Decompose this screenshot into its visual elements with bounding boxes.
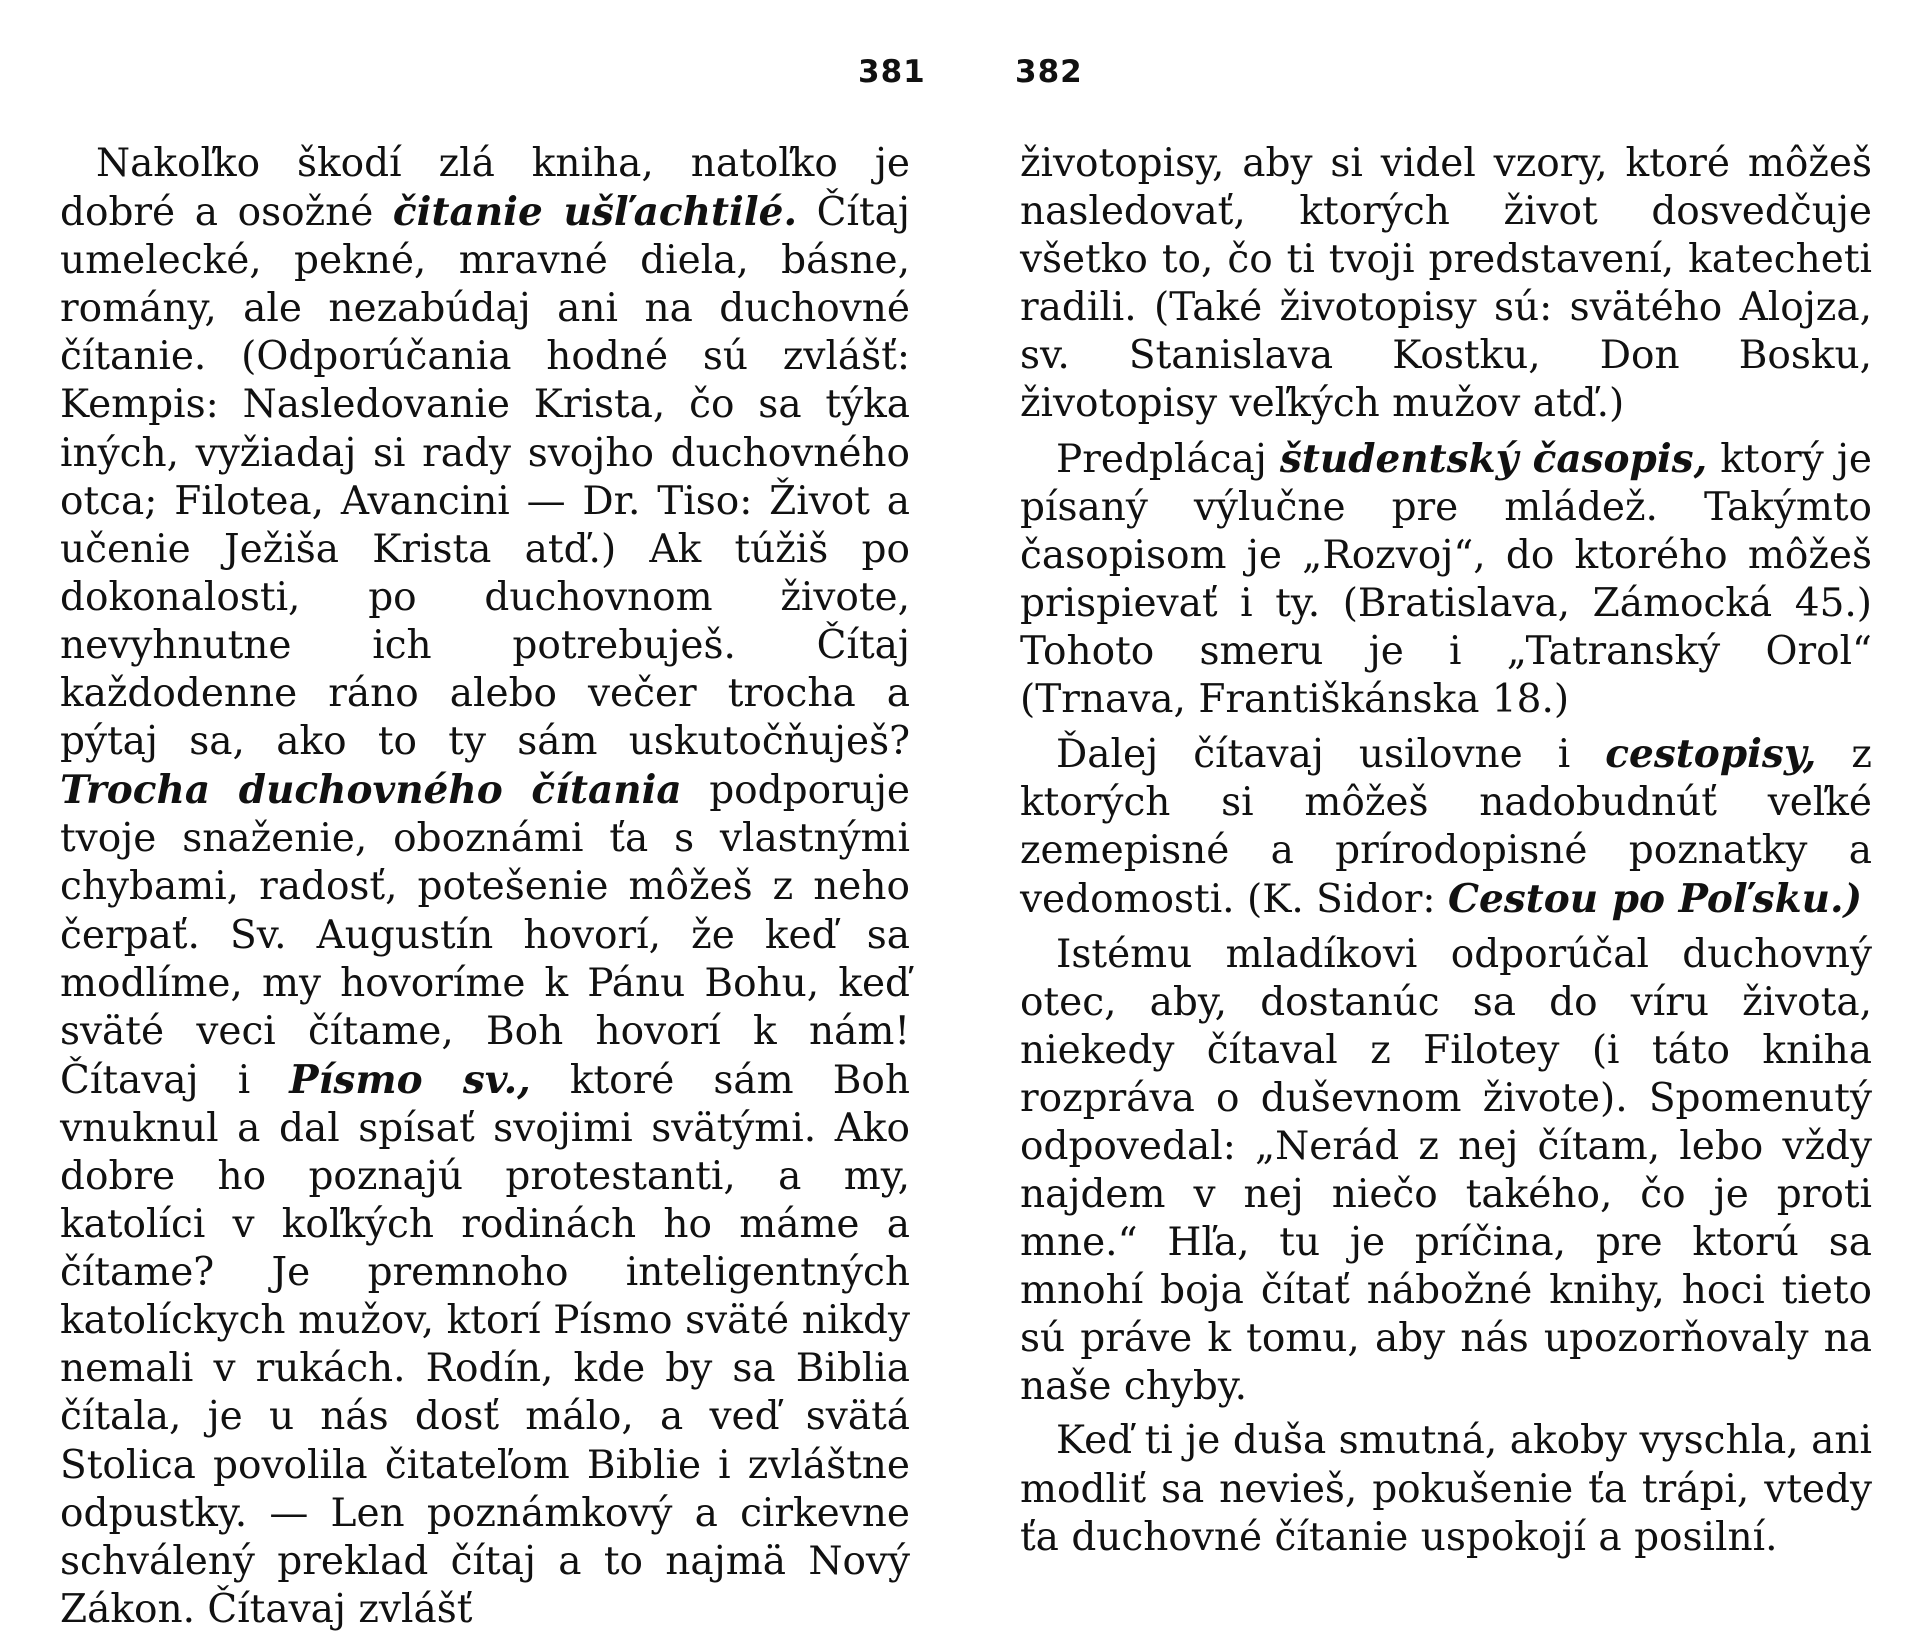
emphasis-run: cestopisy, [1605,731,1817,778]
left-page-column [60,140,910,1634]
text-run: Predplácaj [1056,436,1280,482]
text-run: ktoré sám Boh vnuknul a dal spísať svojimi svätými. Ako dobre ho poznajú protestanti, a my, katolíci v koľkých rodinách ho máme a čítame? Je premnoho inteligentných katolíckych mužov, ktorí Písmo sväté nikdy nemali v rukách. Rodín, kde by sa Biblia čítala, je u nás dosť málo, a veď svätá Stolica povolila čitateľom Biblie i zvláštne odpustky. — Len poznámkový a cirkevne schválený preklad čítaj a to najmä Nový Zákon. Čítavaj zvlášť [60,1057,911,1632]
text-run: Istému mladíkovi odporúčal duchovný otec, aby, dostanúc sa do víru života, niekedy čítaval z Filotey (i táto kniha rozpráva o duševnom živote). Spomenutý odpovedal: „Nerád z nej čítam, lebo vždy najdem v nej niečo takého, čo je proti mne.“ Hľa, tu je príčina, pre ktorú sa mnohí boja čítať nábožné knihy, hoci tieto sú práve k tomu, aby nás upozorňovaly na naše chyby. [1020,931,1872,1410]
text-run: ktorý je písaný výlučne pre mládež. Takýmto časopisom je „Rozvoj“, do ktorého môžeš prispievať i ty. (Bratislava, Zámocká 45.) Tohoto smeru je i „Tatranský Orol“ (Trnava, Františkánska 18.) [1020,436,1872,723]
right-paragraph-5 [1020,1417,1872,1561]
text-run: podporuje tvoje snaženie, oboznámi ťa s vlastnými chybami, radosť, potešenie môžeš z neho čerpať. Sv. Augustín hovorí, že keď sa modlíme, my hovoríme k Pánu Bohu, keď sväté veci čítame, Boh hovorí k nám! Čítavaj i [60,768,910,1103]
page-number-right: 382 [1015,54,1083,90]
right-paragraph-4 [1020,931,1872,1412]
emphasis-run: Cestou po Poľsku.) [1447,876,1863,923]
right-paragraph-1 [1020,140,1872,429]
emphasis-run: Trocha duchovného čítania [60,767,682,814]
emphasis-run: čitanie ušľachtilé. [392,189,798,236]
emphasis-run: Písmo sv., [289,1056,531,1103]
text-run: Čítaj umelecké, pekné, mravné diela, básne, romány, ale nezabúdaj ani na duchovné čítanie. (Odporúčania hodné sú zvlášť: Kempis: Nasledovanie Krista, čo sa týka iných, vyžiadaj si rady svojho duchovného otca; Filotea, Avancini — Dr. Tiso: Život a učenie Ježiša Krista atď.) Ak túžiš po dokonalosti, po duchovnom živote, nevyhnutne ich potrebuješ. Čítaj každodenne ráno alebo večer trocha a pýtaj sa, ako to ty sám uskutočňuješ? [60,190,910,765]
right-paragraph-3 [1020,730,1872,924]
text-run: Keď ti je duša smutná, akoby vyschla, ani modliť sa nevieš, pokušenie ťa trápi, vtedy ťa duchovné čítanie uspokojí a posilní. [1020,1418,1872,1560]
text-run: z ktorých si môžeš nadobudnúť veľké zemepisné a prírodopisné poznatky a vedomosti. (K. Sidor: [1020,732,1872,923]
emphasis-run: študentský časopis, [1279,435,1708,482]
right-paragraph-2 [1020,435,1872,725]
text-run: Nakoľko škodí zlá kniha, natoľko je dobré a osožné [60,141,910,236]
page-number-left: 381 [858,54,926,90]
text-run: životopisy, aby si videl vzory, ktoré môžeš nasledovať, ktorých život dosvedčuje všetko to, čo ti tvoji predstavení, katecheti radili. (Také životopisy sú: svätého Alojza, sv. Stanislava Kostku, Don Bosku, životopisy veľkých mužov atď.) [1020,141,1872,427]
right-page-column [1020,140,1872,1562]
left-paragraph [60,140,910,1634]
text-run: Ďalej čítavaj usilovne i [1056,732,1606,778]
